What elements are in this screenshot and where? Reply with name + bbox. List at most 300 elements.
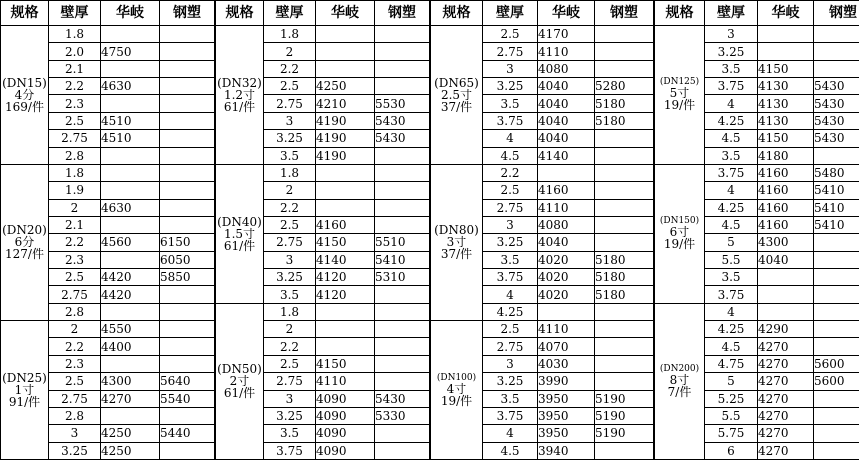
steel-plastic-price-cell bbox=[375, 60, 430, 77]
thickness-cell: 4.25 bbox=[483, 303, 538, 320]
huaqi-price-cell: 4030 bbox=[538, 355, 595, 372]
huaqi-price-cell: 4510 bbox=[101, 112, 160, 129]
thickness-cell: 5.25 bbox=[705, 390, 758, 407]
thickness-cell: 3.5 bbox=[483, 390, 538, 407]
spec-size-label: 6分 bbox=[14, 235, 35, 250]
steel-plastic-price-cell bbox=[595, 234, 654, 251]
steel-plastic-price-cell bbox=[595, 130, 654, 147]
thickness-cell: 3 bbox=[49, 425, 101, 442]
steel-plastic-price-cell bbox=[595, 355, 654, 372]
thickness-cell: 2.2 bbox=[483, 164, 538, 181]
steel-plastic-price-cell bbox=[595, 321, 654, 338]
huaqi-price-cell bbox=[316, 26, 375, 43]
steel-plastic-price-cell: 5430 bbox=[375, 390, 430, 407]
steel-plastic-price-cell bbox=[814, 442, 859, 459]
steel-plastic-price-cell bbox=[160, 26, 215, 43]
steel-plastic-price-cell: 5430 bbox=[814, 95, 859, 112]
thickness-cell: 3.25 bbox=[49, 442, 101, 459]
steel-plastic-price-cell: 5430 bbox=[375, 130, 430, 147]
thickness-cell: 4.5 bbox=[705, 338, 758, 355]
thickness-cell: 3.25 bbox=[705, 43, 758, 60]
thickness-cell: 2.1 bbox=[49, 60, 101, 77]
header-steel-plastic: 钢塑 bbox=[375, 1, 430, 26]
spec-cell bbox=[1, 321, 49, 460]
huaqi-price-cell: 4160 bbox=[758, 182, 814, 199]
thickness-cell: 3.75 bbox=[705, 78, 758, 95]
thickness-cell: 4 bbox=[705, 182, 758, 199]
steel-plastic-price-cell bbox=[160, 321, 215, 338]
steel-plastic-price-cell: 5410 bbox=[814, 216, 859, 233]
thickness-cell: 2.5 bbox=[264, 355, 316, 372]
steel-plastic-price-cell bbox=[814, 251, 859, 268]
spec-pack-label: 61/件 bbox=[223, 99, 256, 114]
thickness-cell: 2.5 bbox=[264, 216, 316, 233]
steel-plastic-price-cell: 6150 bbox=[160, 234, 215, 251]
steel-plastic-price-cell bbox=[160, 112, 215, 129]
steel-plastic-price-cell bbox=[375, 26, 430, 43]
thickness-cell: 2.8 bbox=[49, 303, 101, 320]
steel-plastic-price-cell: 5430 bbox=[814, 112, 859, 129]
steel-plastic-price-cell: 5330 bbox=[375, 407, 430, 424]
steel-plastic-price-cell: 6050 bbox=[160, 251, 215, 268]
thickness-cell: 2.5 bbox=[483, 26, 538, 43]
thickness-cell: 3.25 bbox=[264, 269, 316, 286]
steel-plastic-price-cell bbox=[814, 338, 859, 355]
thickness-cell: 2.5 bbox=[483, 182, 538, 199]
thickness-cell: 2.75 bbox=[264, 234, 316, 251]
steel-plastic-price-cell bbox=[814, 303, 859, 320]
table-row bbox=[1, 321, 215, 338]
steel-plastic-price-cell bbox=[160, 147, 215, 164]
steel-plastic-price-cell: 5600 bbox=[814, 355, 859, 372]
huaqi-price-cell: 4630 bbox=[101, 78, 160, 95]
steel-plastic-price-cell bbox=[595, 373, 654, 390]
header-huaqi: 华岐 bbox=[538, 1, 595, 26]
huaqi-price-cell bbox=[101, 355, 160, 372]
huaqi-price-cell: 4040 bbox=[758, 251, 814, 268]
steel-plastic-price-cell: 5530 bbox=[375, 95, 430, 112]
steel-plastic-price-cell bbox=[814, 60, 859, 77]
steel-plastic-price-cell bbox=[814, 390, 859, 407]
steel-plastic-price-cell bbox=[814, 286, 859, 303]
thickness-cell: 3 bbox=[264, 390, 316, 407]
steel-plastic-price-cell bbox=[375, 373, 430, 390]
steel-plastic-price-cell: 5540 bbox=[160, 390, 215, 407]
spec-cell bbox=[1, 26, 49, 165]
spec-pack-label: 61/件 bbox=[223, 238, 256, 253]
huaqi-price-cell: 4160 bbox=[538, 182, 595, 199]
thickness-cell: 3.25 bbox=[264, 130, 316, 147]
huaqi-price-cell bbox=[101, 251, 160, 268]
thickness-cell: 2.5 bbox=[49, 373, 101, 390]
thickness-cell: 3.75 bbox=[483, 112, 538, 129]
thickness-cell: 2.3 bbox=[49, 355, 101, 372]
thickness-cell: 1.8 bbox=[264, 303, 316, 320]
huaqi-price-cell: 3950 bbox=[538, 407, 595, 424]
header-steel-plastic: 钢塑 bbox=[814, 1, 859, 26]
steel-plastic-price-cell bbox=[595, 199, 654, 216]
huaqi-price-cell: 4210 bbox=[316, 95, 375, 112]
spec-dn-label: (DN125) bbox=[659, 77, 700, 88]
steel-plastic-price-cell bbox=[595, 164, 654, 181]
huaqi-price-cell: 4090 bbox=[316, 442, 375, 459]
spec-cell bbox=[216, 303, 264, 459]
steel-plastic-price-cell bbox=[814, 147, 859, 164]
thickness-cell: 3.75 bbox=[705, 164, 758, 181]
steel-plastic-price-cell bbox=[375, 338, 430, 355]
spec-size-label: 8寸 bbox=[669, 372, 690, 387]
huaqi-price-cell: 4270 bbox=[758, 425, 814, 442]
steel-plastic-price-cell bbox=[814, 269, 859, 286]
huaqi-price-cell: 4020 bbox=[538, 251, 595, 268]
thickness-cell: 3.25 bbox=[483, 78, 538, 95]
thickness-cell: 4 bbox=[483, 130, 538, 147]
huaqi-price-cell: 4180 bbox=[758, 147, 814, 164]
huaqi-price-cell: 4630 bbox=[101, 199, 160, 216]
spec-size-label: 2寸 bbox=[229, 374, 250, 389]
steel-plastic-price-cell bbox=[595, 43, 654, 60]
steel-plastic-price-cell bbox=[160, 130, 215, 147]
header-thickness: 壁厚 bbox=[705, 1, 758, 26]
huaqi-price-cell: 4270 bbox=[758, 407, 814, 424]
huaqi-price-cell: 4080 bbox=[538, 60, 595, 77]
huaqi-price-cell: 4560 bbox=[101, 234, 160, 251]
huaqi-price-cell: 4090 bbox=[316, 390, 375, 407]
thickness-cell: 4.5 bbox=[483, 442, 538, 459]
thickness-cell: 4.5 bbox=[705, 216, 758, 233]
thickness-cell: 4.25 bbox=[705, 321, 758, 338]
thickness-cell: 4 bbox=[483, 425, 538, 442]
thickness-cell: 2.3 bbox=[49, 95, 101, 112]
thickness-cell: 2.8 bbox=[49, 407, 101, 424]
spec-cell bbox=[216, 26, 264, 165]
thickness-cell: 2 bbox=[264, 43, 316, 60]
huaqi-price-cell bbox=[101, 407, 160, 424]
thickness-cell: 3.75 bbox=[264, 442, 316, 459]
steel-plastic-price-cell: 5440 bbox=[160, 425, 215, 442]
steel-plastic-price-cell bbox=[160, 216, 215, 233]
thickness-cell: 4 bbox=[705, 303, 758, 320]
huaqi-price-cell bbox=[101, 182, 160, 199]
steel-plastic-price-cell bbox=[595, 338, 654, 355]
thickness-cell: 3.5 bbox=[264, 147, 316, 164]
header-spec: 规格 bbox=[655, 1, 705, 26]
thickness-cell: 1.8 bbox=[49, 164, 101, 181]
thickness-cell: 3.5 bbox=[264, 425, 316, 442]
huaqi-price-cell bbox=[758, 286, 814, 303]
huaqi-price-cell: 4270 bbox=[758, 390, 814, 407]
steel-plastic-price-cell bbox=[160, 199, 215, 216]
steel-plastic-price-cell bbox=[160, 355, 215, 372]
table-row bbox=[216, 26, 430, 43]
huaqi-price-cell: 4110 bbox=[538, 199, 595, 216]
thickness-cell: 3.75 bbox=[483, 407, 538, 424]
header-row bbox=[431, 1, 654, 26]
huaqi-price-cell bbox=[758, 43, 814, 60]
huaqi-price-cell: 4120 bbox=[316, 269, 375, 286]
thickness-cell: 3.25 bbox=[483, 373, 538, 390]
huaqi-price-cell bbox=[316, 338, 375, 355]
huaqi-price-cell bbox=[101, 147, 160, 164]
spec-pack-label: 19/件 bbox=[663, 237, 696, 252]
huaqi-price-cell: 3950 bbox=[538, 390, 595, 407]
spec-pack-label: 37/件 bbox=[440, 99, 473, 114]
thickness-cell: 3.5 bbox=[705, 60, 758, 77]
huaqi-price-cell: 4270 bbox=[101, 390, 160, 407]
huaqi-price-cell: 4300 bbox=[758, 234, 814, 251]
header-row bbox=[1, 1, 215, 26]
spec-pack-label: 7/件 bbox=[667, 384, 692, 399]
table-row bbox=[431, 164, 654, 181]
huaqi-price-cell bbox=[316, 321, 375, 338]
huaqi-price-cell: 4140 bbox=[316, 251, 375, 268]
thickness-cell: 3 bbox=[264, 251, 316, 268]
huaqi-price-cell: 4040 bbox=[538, 234, 595, 251]
thickness-cell: 4.75 bbox=[705, 355, 758, 372]
huaqi-price-cell: 4160 bbox=[316, 216, 375, 233]
steel-plastic-price-cell: 5180 bbox=[595, 95, 654, 112]
steel-plastic-price-cell bbox=[814, 321, 859, 338]
steel-plastic-price-cell bbox=[375, 78, 430, 95]
huaqi-price-cell: 4420 bbox=[101, 269, 160, 286]
thickness-cell: 2.75 bbox=[264, 373, 316, 390]
huaqi-price-cell bbox=[538, 303, 595, 320]
table-row bbox=[1, 26, 215, 43]
huaqi-price-cell: 4110 bbox=[316, 373, 375, 390]
spec-dn-label: (DN25) bbox=[2, 371, 47, 386]
thickness-cell: 1.9 bbox=[49, 182, 101, 199]
steel-plastic-price-cell bbox=[160, 338, 215, 355]
thickness-cell: 3.5 bbox=[483, 251, 538, 268]
steel-plastic-price-cell bbox=[375, 43, 430, 60]
huaqi-price-cell bbox=[758, 269, 814, 286]
huaqi-price-cell: 4150 bbox=[758, 60, 814, 77]
thickness-cell: 2.5 bbox=[483, 321, 538, 338]
spec-cell bbox=[216, 164, 264, 303]
steel-plastic-price-cell bbox=[160, 43, 215, 60]
price-block-1 bbox=[0, 0, 215, 460]
thickness-cell: 3 bbox=[705, 26, 758, 43]
thickness-cell: 2.1 bbox=[49, 216, 101, 233]
header-steel-plastic: 钢塑 bbox=[595, 1, 654, 26]
huaqi-price-cell bbox=[101, 95, 160, 112]
huaqi-price-cell: 4110 bbox=[538, 321, 595, 338]
thickness-cell: 4.5 bbox=[705, 130, 758, 147]
spec-size-label: 1寸 bbox=[14, 383, 35, 398]
steel-plastic-price-cell bbox=[160, 95, 215, 112]
huaqi-price-cell: 4190 bbox=[316, 147, 375, 164]
thickness-cell: 3.5 bbox=[705, 147, 758, 164]
huaqi-price-cell: 4160 bbox=[758, 164, 814, 181]
price-block-4 bbox=[654, 0, 859, 460]
steel-plastic-price-cell bbox=[375, 442, 430, 459]
huaqi-price-cell: 4150 bbox=[316, 234, 375, 251]
thickness-cell: 4 bbox=[483, 286, 538, 303]
huaqi-price-cell bbox=[101, 60, 160, 77]
spec-dn-label: (DN150) bbox=[659, 216, 700, 227]
spec-pack-label: 169/件 bbox=[5, 99, 44, 114]
table-row bbox=[655, 303, 859, 320]
spec-size-label: 1.5寸 bbox=[223, 226, 256, 241]
steel-plastic-price-cell: 5190 bbox=[595, 407, 654, 424]
steel-plastic-price-cell bbox=[375, 321, 430, 338]
steel-plastic-price-cell bbox=[160, 182, 215, 199]
spec-size-label: 1.2寸 bbox=[223, 87, 256, 102]
huaqi-price-cell: 4270 bbox=[758, 373, 814, 390]
huaqi-price-cell: 4190 bbox=[316, 130, 375, 147]
thickness-cell: 2.2 bbox=[49, 338, 101, 355]
steel-plastic-price-cell: 5430 bbox=[375, 112, 430, 129]
steel-plastic-price-cell bbox=[814, 26, 859, 43]
steel-plastic-price-cell: 5180 bbox=[595, 251, 654, 268]
spec-size-label: 4分 bbox=[14, 87, 35, 102]
spec-dn-label: (DN20) bbox=[2, 223, 47, 238]
steel-plastic-price-cell bbox=[375, 355, 430, 372]
steel-plastic-price-cell bbox=[160, 164, 215, 181]
steel-plastic-price-cell bbox=[814, 234, 859, 251]
steel-plastic-price-cell: 5600 bbox=[814, 373, 859, 390]
steel-plastic-price-cell: 5640 bbox=[160, 373, 215, 390]
table-row bbox=[216, 303, 430, 320]
spec-cell bbox=[431, 26, 483, 165]
thickness-cell: 3.75 bbox=[483, 269, 538, 286]
spec-dn-label: (DN100) bbox=[436, 372, 477, 383]
huaqi-price-cell bbox=[316, 182, 375, 199]
huaqi-price-cell: 4190 bbox=[316, 112, 375, 129]
thickness-cell: 3 bbox=[483, 216, 538, 233]
steel-plastic-price-cell: 5190 bbox=[595, 390, 654, 407]
huaqi-price-cell: 4250 bbox=[101, 425, 160, 442]
steel-plastic-price-cell: 5430 bbox=[814, 78, 859, 95]
steel-plastic-price-cell bbox=[375, 147, 430, 164]
huaqi-price-cell: 4270 bbox=[758, 338, 814, 355]
steel-plastic-price-cell bbox=[160, 303, 215, 320]
thickness-cell: 2 bbox=[264, 182, 316, 199]
thickness-cell: 4.5 bbox=[483, 147, 538, 164]
thickness-cell: 2.5 bbox=[49, 269, 101, 286]
spec-cell bbox=[655, 26, 705, 165]
thickness-cell: 1.8 bbox=[264, 26, 316, 43]
huaqi-price-cell: 4300 bbox=[101, 373, 160, 390]
huaqi-price-cell bbox=[316, 164, 375, 181]
huaqi-price-cell bbox=[758, 26, 814, 43]
header-spec: 规格 bbox=[431, 1, 483, 26]
steel-plastic-price-cell bbox=[160, 286, 215, 303]
huaqi-price-cell: 4290 bbox=[758, 321, 814, 338]
steel-plastic-price-cell: 5410 bbox=[814, 199, 859, 216]
steel-plastic-price-cell bbox=[595, 303, 654, 320]
spec-pack-label: 19/件 bbox=[663, 98, 696, 113]
steel-plastic-price-cell bbox=[595, 442, 654, 459]
thickness-cell: 4.25 bbox=[705, 199, 758, 216]
steel-plastic-price-cell bbox=[814, 407, 859, 424]
steel-plastic-price-cell bbox=[375, 216, 430, 233]
thickness-cell: 2.0 bbox=[49, 43, 101, 60]
steel-plastic-price-cell: 5510 bbox=[375, 234, 430, 251]
thickness-cell: 2 bbox=[264, 321, 316, 338]
header-thickness: 壁厚 bbox=[49, 1, 101, 26]
steel-plastic-price-cell: 5410 bbox=[375, 251, 430, 268]
thickness-cell: 3.75 bbox=[705, 286, 758, 303]
spec-pack-label: 91/件 bbox=[8, 395, 41, 410]
thickness-cell: 5.5 bbox=[705, 251, 758, 268]
huaqi-price-cell bbox=[101, 164, 160, 181]
thickness-cell: 3 bbox=[264, 112, 316, 129]
huaqi-price-cell: 4150 bbox=[316, 355, 375, 372]
thickness-cell: 2.75 bbox=[483, 338, 538, 355]
steel-plastic-price-cell: 5180 bbox=[595, 112, 654, 129]
thickness-cell: 2.75 bbox=[483, 43, 538, 60]
header-row bbox=[216, 1, 430, 26]
header-steel-plastic: 钢塑 bbox=[160, 1, 215, 26]
steel-plastic-price-cell bbox=[375, 182, 430, 199]
spec-dn-label: (DN200) bbox=[659, 363, 700, 374]
header-spec: 规格 bbox=[1, 1, 49, 26]
thickness-cell: 3 bbox=[483, 355, 538, 372]
huaqi-price-cell bbox=[101, 303, 160, 320]
huaqi-price-cell: 4130 bbox=[758, 78, 814, 95]
huaqi-price-cell: 4130 bbox=[758, 112, 814, 129]
steel-plastic-price-cell bbox=[160, 60, 215, 77]
thickness-cell: 2.75 bbox=[483, 199, 538, 216]
thickness-cell: 1.8 bbox=[49, 26, 101, 43]
header-huaqi: 华岐 bbox=[758, 1, 814, 26]
steel-plastic-price-cell: 5430 bbox=[814, 130, 859, 147]
spec-size-label: 6寸 bbox=[669, 225, 690, 240]
spec-size-label: 3寸 bbox=[446, 235, 467, 250]
huaqi-price-cell bbox=[538, 164, 595, 181]
huaqi-price-cell: 4250 bbox=[316, 78, 375, 95]
huaqi-price-cell: 4020 bbox=[538, 286, 595, 303]
huaqi-price-cell: 4110 bbox=[538, 43, 595, 60]
huaqi-price-cell: 4400 bbox=[101, 338, 160, 355]
thickness-cell: 4.25 bbox=[705, 112, 758, 129]
steel-plastic-price-cell bbox=[595, 216, 654, 233]
thickness-cell: 5 bbox=[705, 373, 758, 390]
spec-dn-label: (DN50) bbox=[217, 362, 262, 377]
spec-size-label: 5寸 bbox=[669, 86, 690, 101]
thickness-cell: 2.3 bbox=[49, 251, 101, 268]
table-row bbox=[655, 164, 859, 181]
steel-plastic-price-cell bbox=[160, 442, 215, 459]
thickness-cell: 2.5 bbox=[49, 112, 101, 129]
steel-plastic-price-cell bbox=[595, 60, 654, 77]
thickness-cell: 2.2 bbox=[264, 338, 316, 355]
thickness-cell: 3.5 bbox=[483, 95, 538, 112]
steel-plastic-price-cell bbox=[375, 303, 430, 320]
huaqi-price-cell bbox=[758, 303, 814, 320]
steel-plastic-price-cell bbox=[595, 182, 654, 199]
steel-plastic-price-cell bbox=[595, 26, 654, 43]
spec-pack-label: 37/件 bbox=[440, 247, 473, 262]
huaqi-price-cell: 3950 bbox=[538, 425, 595, 442]
huaqi-price-cell: 4160 bbox=[758, 199, 814, 216]
thickness-cell: 3 bbox=[483, 60, 538, 77]
thickness-cell: 2.75 bbox=[49, 130, 101, 147]
huaqi-price-cell: 4120 bbox=[316, 286, 375, 303]
spec-cell bbox=[431, 164, 483, 320]
huaqi-price-cell: 3990 bbox=[538, 373, 595, 390]
header-row bbox=[655, 1, 859, 26]
huaqi-price-cell: 4160 bbox=[758, 216, 814, 233]
table-row bbox=[655, 26, 859, 43]
huaqi-price-cell bbox=[316, 60, 375, 77]
price-block-3 bbox=[430, 0, 654, 460]
huaqi-price-cell: 4140 bbox=[538, 147, 595, 164]
thickness-cell: 5.75 bbox=[705, 425, 758, 442]
header-huaqi: 华岐 bbox=[316, 1, 375, 26]
thickness-cell: 2.75 bbox=[49, 286, 101, 303]
